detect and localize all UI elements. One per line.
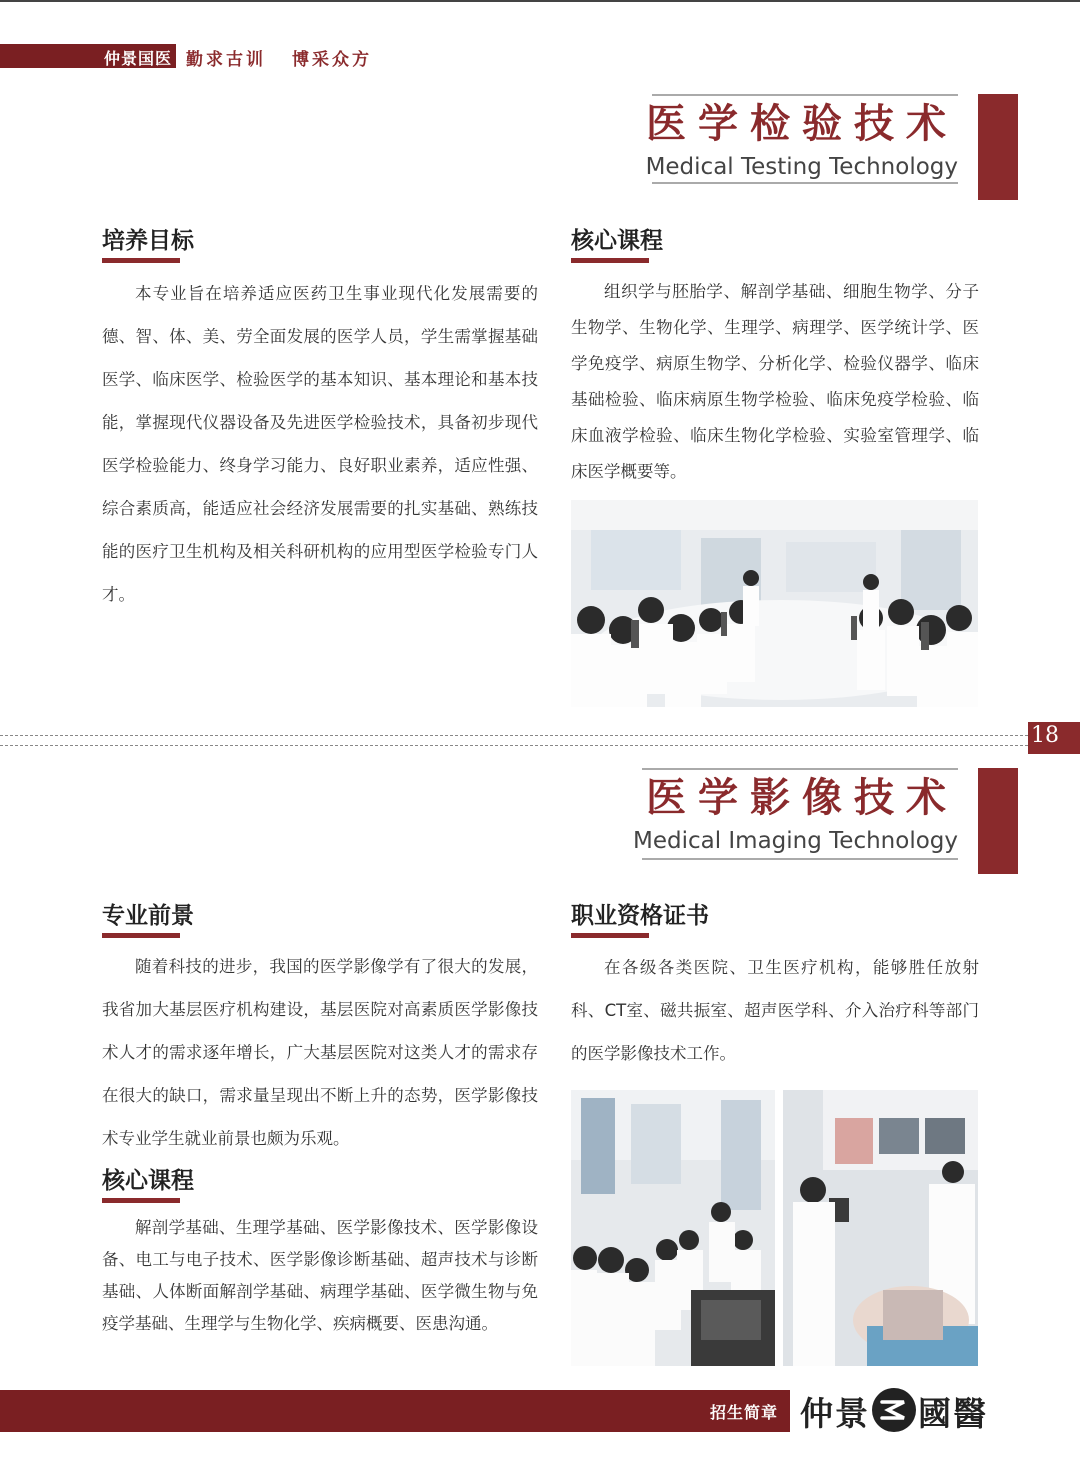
section1-title [646, 100, 958, 182]
imaging-class-illustration [571, 1090, 775, 1366]
footer-label: 招生简章 [709, 1403, 778, 1422]
slogan-1: 勤求古训 [186, 50, 266, 70]
header-slogan [186, 45, 372, 70]
ultrasound-demo-photo [783, 1090, 978, 1366]
heading-underline [102, 258, 180, 263]
lab-classroom-illustration [571, 500, 978, 707]
section1-left-heading [102, 222, 194, 255]
section2-left-heading-2 [102, 1162, 194, 1195]
section2-right-heading-text: 职业资格证书 [571, 903, 709, 929]
section2-title-en: Medical Imaging Technology [632, 828, 958, 854]
heading-underline [102, 1198, 180, 1203]
seal-mark-icon [872, 1388, 916, 1432]
section2-left-paragraph-1: 随着科技的进步，我国的医学影像学有了很大的发展，我省加大基层医疗机构建设，基层医院对高素质医学影像技术人才的需求逐年增长，广大基层医院对这类人才的需求存在很大的缺口，需求量呈现出不断上升的态势，医学影像技术专业学生就业前景也颇为乐观。 [102, 957, 538, 1148]
section1-title-en: Medical Testing Technology [645, 154, 958, 180]
section1-right-heading [571, 222, 663, 255]
footer-bar [0, 1390, 790, 1432]
section2-left-heading-1 [102, 897, 194, 930]
section2-right-paragraph: 在各级各类医院、卫生医疗机构，能够胜任放射科、CT室、磁共振室、超声医学科、介入治疗科等部门的医学影像技术工作。 [571, 958, 979, 1063]
page-number-tab [1028, 722, 1080, 754]
section1-right-paragraph: 组织学与胚胎学、解剖学基础、细胞生物学、分子生物学、生物化学、生理学、病理学、医学统计学、医学免疫学、病原生物学、分析化学、检验仪器学、临床基础检验、临床病原生物学检验、临床免疫学检验、临床血液学检验、临床生物化学检验、实验室管理学、临床医学概要等。 [571, 282, 979, 481]
section2-title-cn: 医学影像技术 [646, 775, 958, 821]
section2-title-rule-top [642, 768, 958, 770]
page-number: 18 [1031, 723, 1059, 748]
footer-logo-left: 仲景 [800, 1394, 870, 1433]
section2-red-block [978, 768, 1018, 874]
section1-left-heading-text: 培养目标 [102, 228, 194, 254]
top-border-line [0, 0, 1080, 2]
ultrasound-demo-illustration [783, 1090, 978, 1366]
section1-title-rule-top [652, 94, 958, 96]
heading-underline [571, 258, 649, 263]
section1-left-paragraph: 本专业旨在培养适应医药卫生事业现代化发展需要的德、智、体、美、劳全面发展的医学人员，学生需掌握基础医学、临床医学、检验医学的基本知识、基本理论和基本技能，掌握现代仪器设备及先进医学检验技术，具备初步现代医学检验能力、终身学习能力、良好职业素养，适应性强、综合素质高，能适应社会经济发展需要的扎实基础、熟练技能的医疗卫生机构及相关科研机构的应用型医学检验专门人才。 [102, 284, 538, 604]
footer-logo-right: 國醫 [918, 1394, 988, 1433]
section2-left-heading-1-text: 专业前景 [102, 903, 194, 929]
slogan-2: 博采众方 [292, 50, 372, 70]
section1-red-block [978, 94, 1018, 200]
header-brand: 仲景国医 [103, 49, 172, 68]
section1-right-heading-text: 核心课程 [571, 228, 663, 254]
header-brand-bar [0, 44, 176, 68]
section1-title-cn: 医学检验技术 [646, 101, 958, 147]
heading-underline [102, 933, 180, 938]
logo-seal-icon [872, 1388, 916, 1432]
imaging-class-photo [571, 1090, 775, 1366]
page-divider-dashed-1 [0, 735, 1028, 736]
section2-right-heading [571, 897, 709, 930]
section2-title [633, 774, 958, 856]
heading-underline [571, 933, 649, 938]
section2-title-rule-bottom [642, 858, 958, 860]
lab-classroom-photo [571, 500, 978, 707]
page-divider-dashed-2 [0, 745, 1028, 746]
footer-logo [800, 1386, 990, 1436]
section2-left-paragraph-2: 解剖学基础、生理学基础、医学影像技术、医学影像设备、电工与电子技术、医学影像诊断基础、超声技术与诊断基础、人体断面解剖学基础、病理学基础、医学微生物与免疫学基础、生理学与生物化学、疾病概要、医患沟通。 [102, 1218, 538, 1333]
section1-title-rule-bottom [652, 182, 958, 184]
section2-left-heading-2-text: 核心课程 [102, 1168, 194, 1194]
